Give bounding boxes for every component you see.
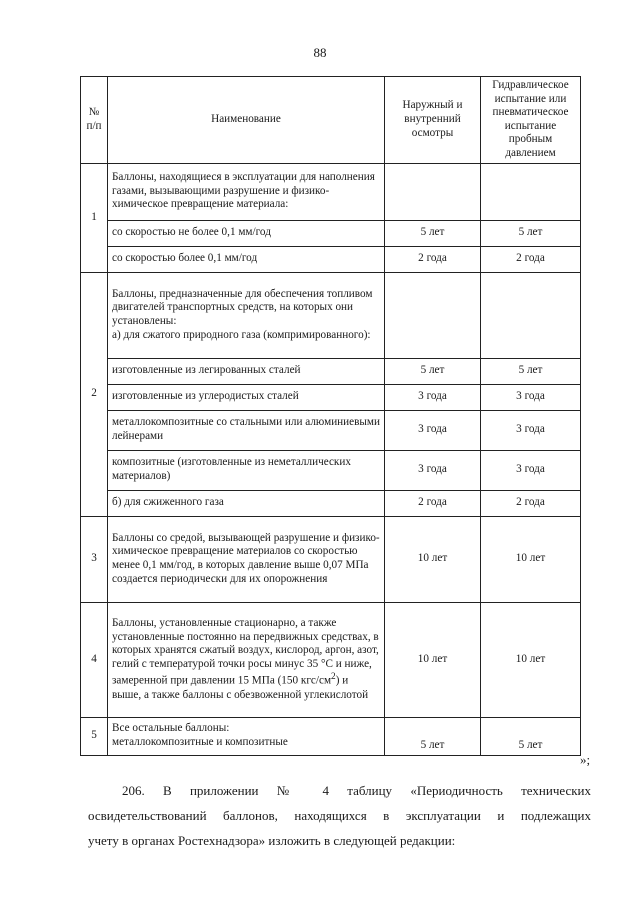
- table-row: [81, 220, 581, 246]
- closing-quote: »;: [580, 752, 591, 767]
- row-name: со скоростью более 0,1 мм/год: [108, 246, 385, 272]
- table-row: [81, 246, 581, 272]
- row-name: композитные (изготовленные из неметаллических материалов): [108, 450, 385, 490]
- row-external: 3 года: [385, 384, 481, 410]
- row-hydraulic: 3 года: [481, 450, 581, 490]
- paragraph-line-3: учету в органах Ростехнадзора» изложить в следующей редакции:: [88, 833, 456, 848]
- row-num-1: 1: [81, 163, 108, 272]
- row-external: 5 лет: [385, 717, 481, 755]
- section-1-header: Баллоны, находящиеся в эксплуатации для наполнения газами, вызывающими разрушение и физико-химическое превращение материала:: [108, 163, 385, 220]
- row-4-text-part1: Баллоны, установленные стационарно, а также установленные постоянно на передвижных средствах, в которых хранятся сжатый воздух, кислород, аргон, азот, гелий с температурой точки росы минус 35 °С и ниже, замеренной при давлении 15 МПа (150 кгс/см: [112, 616, 379, 688]
- row-hydraulic: 10 лет: [481, 516, 581, 602]
- row-external: 3 года: [385, 410, 481, 450]
- header-external: Наружный и внутренний осмотры: [385, 77, 481, 164]
- table-row: [81, 358, 581, 384]
- page-number: 88: [313, 45, 327, 60]
- row-num-5: 5: [81, 717, 108, 755]
- amendment-paragraph: [88, 778, 591, 853]
- row-hydraulic: 3 года: [481, 384, 581, 410]
- row-num-2: 2: [81, 272, 108, 516]
- table-row: [81, 602, 581, 717]
- header-hydraulic: Гидравлическое испытание или пневматическое испытание пробным давлением: [481, 77, 581, 164]
- row-hydraulic: 10 лет: [481, 602, 581, 717]
- row-external: 2 года: [385, 246, 481, 272]
- row-external: 2 года: [385, 490, 481, 516]
- table-header-row: [81, 77, 581, 164]
- row-num-3: 3: [81, 516, 108, 602]
- paragraph-line-1: 206. В приложении № 4 таблицу «Периодичность технических: [122, 783, 591, 798]
- row-hydraulic: 5 лет: [481, 717, 581, 755]
- superscript: 2: [331, 672, 336, 683]
- periodicity-table: [80, 76, 581, 756]
- row-external: 10 лет: [385, 516, 481, 602]
- table-row: [81, 490, 581, 516]
- row-name: изготовленные из легированных сталей: [108, 358, 385, 384]
- section-2-header: [108, 272, 385, 358]
- row-name: металлокомпозитные со стальными или алюминиевыми лейнерами: [108, 410, 385, 450]
- section-2-header-text: Баллоны, предназначенные для обеспечения топливом двигателей транспортных средств, на которых они установлены:: [112, 287, 373, 328]
- row-external: 5 лет: [385, 358, 481, 384]
- row-hydraulic: 5 лет: [481, 358, 581, 384]
- row-name: [108, 717, 385, 755]
- row-hydraulic: 2 года: [481, 246, 581, 272]
- table-row: [81, 516, 581, 602]
- row-hydraulic: 3 года: [481, 410, 581, 450]
- table-row: [81, 450, 581, 490]
- row-external: 3 года: [385, 450, 481, 490]
- section-2-header-subtext: а) для сжатого природного газа (компримированного):: [112, 328, 371, 341]
- header-num: № п/п: [81, 77, 108, 164]
- table-row: [81, 384, 581, 410]
- row-5-line1: Все остальные баллоны:: [112, 722, 230, 735]
- row-hydraulic: 2 года: [481, 490, 581, 516]
- row-name: б) для сжиженного газа: [108, 490, 385, 516]
- row-name: [108, 602, 385, 717]
- table-row: [81, 410, 581, 450]
- table-row: [81, 163, 581, 220]
- row-external: 5 лет: [385, 220, 481, 246]
- row-4-text-part2: ) и выше, а также баллоны с обезвоженной углекислотой: [112, 675, 369, 701]
- table-row: [81, 717, 581, 755]
- row-num-4: 4: [81, 602, 108, 717]
- row-5-line2: металлокомпозитные и композитные: [112, 736, 288, 749]
- row-name: Баллоны со средой, вызывающей разрушение и физико-химическое превращение материалов со скоростью менее 0,1 мм/год, в которых давление выше 0,07 МПа создается периодически для их опорожнения: [108, 516, 385, 602]
- header-name: Наименование: [108, 77, 385, 164]
- row-name: со скоростью не более 0,1 мм/год: [108, 220, 385, 246]
- paragraph-line-2: освидетельствований баллонов, находящихся в эксплуатации и подлежащих: [88, 808, 591, 823]
- table-row: [81, 272, 581, 358]
- row-hydraulic: 5 лет: [481, 220, 581, 246]
- row-external: 10 лет: [385, 602, 481, 717]
- row-name: изготовленные из углеродистых сталей: [108, 384, 385, 410]
